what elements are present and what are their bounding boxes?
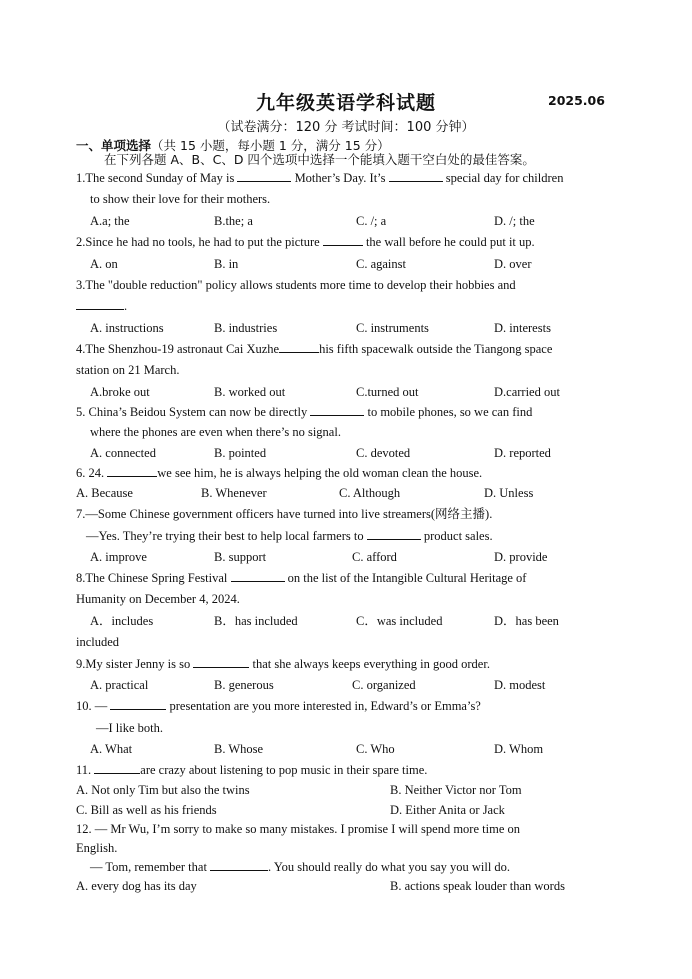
q1-option-c: C. /; a xyxy=(356,214,387,228)
q7-option-a: A. improve xyxy=(90,550,147,564)
answer-blank xyxy=(94,762,140,774)
answer-blank xyxy=(76,298,124,310)
page-title: 九年级英语学科试题 xyxy=(255,92,436,114)
question-4-line-2: station on 21 March. xyxy=(76,363,180,377)
question-11-line-1: 11. are crazy about listening to pop music in their spare time. xyxy=(76,763,428,777)
answer-blank xyxy=(110,698,166,710)
q9-option-c: C. organized xyxy=(352,678,416,692)
section-note: （共 15 小题，每小题 1 分，满分 15 分） xyxy=(151,138,390,153)
q12-option-b: B. actions speak louder than words xyxy=(390,879,565,893)
q8-option-d-continued: included xyxy=(76,635,120,649)
q12-option-a: A. every dog has its day xyxy=(76,879,197,893)
q7-option-c: C. afford xyxy=(352,550,397,564)
answer-blank xyxy=(107,465,157,477)
q7-option-d: D. provide xyxy=(494,550,548,564)
q2-option-b: B. in xyxy=(214,257,239,271)
section-title: 一、单项选择 xyxy=(76,138,152,153)
q6-option-c: C. Although xyxy=(339,486,401,500)
q4-option-c: C.turned out xyxy=(356,385,419,399)
exam-subtitle: （试卷满分：120 分 考试时间：100 分钟） xyxy=(217,120,475,135)
q11-option-d: D. Either Anita or Jack xyxy=(390,803,505,817)
answer-blank xyxy=(279,341,319,353)
q10-option-d: D. Whom xyxy=(494,742,544,756)
q8-option-b: B．has included xyxy=(214,614,298,628)
q1-option-a: A.a; the xyxy=(90,214,130,228)
q8-option-c: C．was included xyxy=(356,614,443,628)
question-5-line-2: where the phones are even when there’s no signal. xyxy=(90,425,341,439)
q1-option-d: D. /; the xyxy=(494,214,535,228)
question-1-line-2: to show their love for their mothers. xyxy=(90,192,271,206)
q2-option-a: A. on xyxy=(90,257,118,271)
q4-option-b: B. worked out xyxy=(214,385,286,399)
question-12-line-1: 12. — Mr Wu, I’m sorry to make so many mistakes. I promise I will spend more time on xyxy=(76,822,520,836)
question-12-line-2: English. xyxy=(76,841,118,855)
q9-option-a: A. practical xyxy=(90,678,149,692)
question-7-line-1: 7.—Some Chinese government officers have turned into live streamers(网络主播). xyxy=(76,507,493,521)
q4-option-a: A.broke out xyxy=(90,385,150,399)
q1-option-b: B.the; a xyxy=(214,214,253,228)
exam-date: 2025.06 xyxy=(548,93,605,108)
q4-option-d: D.carried out xyxy=(494,385,560,399)
q10-option-a: A. What xyxy=(90,742,133,756)
q3-option-c: C. instruments xyxy=(356,321,429,335)
question-9-line-1: 9.My sister Jenny is so that she always keeps everything in good order. xyxy=(76,657,490,671)
q5-option-c: C. devoted xyxy=(356,446,411,460)
q5-option-a: A. connected xyxy=(90,446,156,460)
question-8-line-2: Humanity on December 4, 2024. xyxy=(76,592,240,606)
q3-option-d: D. interests xyxy=(494,321,551,335)
question-12-line-3: — Tom, remember that . You should really do what you say you will do. xyxy=(90,860,511,874)
q7-option-b: B. support xyxy=(214,550,267,564)
q8-option-a: A．includes xyxy=(90,614,154,628)
q6-option-d: D. Unless xyxy=(484,486,534,500)
answer-blank xyxy=(367,528,421,540)
q8-option-d: D．has been xyxy=(494,614,559,628)
question-8-line-1: 8.The Chinese Spring Festival on the list of the Intangible Cultural Heritage of xyxy=(76,571,527,585)
answer-blank xyxy=(310,404,364,416)
question-6-line-1: 6. 24. we see him, he is always helping the old woman clean the house. xyxy=(76,466,483,480)
q6-option-a: A. Because xyxy=(76,486,133,500)
section-instruction: 在下列各题 A、B、C、D 四个选项中选择一个能填入题干空白处的最佳答案。 xyxy=(104,152,535,167)
q11-option-b: B. Neither Victor nor Tom xyxy=(390,783,522,797)
q10-option-b: B. Whose xyxy=(214,742,264,756)
answer-blank xyxy=(231,570,285,582)
answer-blank xyxy=(193,656,249,668)
question-7-line-2: —Yes. They’re trying their best to help local farmers to product sales. xyxy=(86,529,493,543)
q3-option-a: A. instructions xyxy=(90,321,164,335)
q6-option-b: B. Whenever xyxy=(201,486,267,500)
q11-option-c: C. Bill as well as his friends xyxy=(76,803,217,817)
question-2-line-1: 2.Since he had no tools, he had to put the picture the wall before he could put it up. xyxy=(76,235,535,249)
q11-option-a: A. Not only Tim but also the twins xyxy=(76,783,250,797)
question-3-line-2: . xyxy=(76,298,127,314)
answer-blank xyxy=(237,170,291,182)
q10-option-c: C. Who xyxy=(356,742,395,756)
question-1-line-1: 1.The second Sunday of May is Mother’s Day. It’s special day for children xyxy=(76,171,564,185)
q9-option-b: B. generous xyxy=(214,678,274,692)
question-3-line-1: 3.The "double reduction" policy allows students more time to develop their hobbies and xyxy=(76,278,516,292)
q5-option-d: D. reported xyxy=(494,446,551,460)
q9-option-d: D. modest xyxy=(494,678,546,692)
answer-blank xyxy=(210,859,268,871)
answer-blank xyxy=(389,170,443,182)
q5-option-b: B. pointed xyxy=(214,446,267,460)
question-10-line-2: —I like both. xyxy=(96,721,164,735)
question-10-line-1: 10. — presentation are you more interested in, Edward’s or Emma’s? xyxy=(76,699,481,713)
q2-option-c: C. against xyxy=(356,257,406,271)
question-5-line-1: 5. China’s Beidou System can now be directly to mobile phones, so we can find xyxy=(76,405,533,419)
question-4-line-1: 4.The Shenzhou-19 astronaut Cai Xuzhe his fifth spacewalk outside the Tiangong space xyxy=(76,342,553,356)
q2-option-d: D. over xyxy=(494,257,532,271)
answer-blank xyxy=(323,234,363,246)
q3-option-b: B. industries xyxy=(214,321,278,335)
